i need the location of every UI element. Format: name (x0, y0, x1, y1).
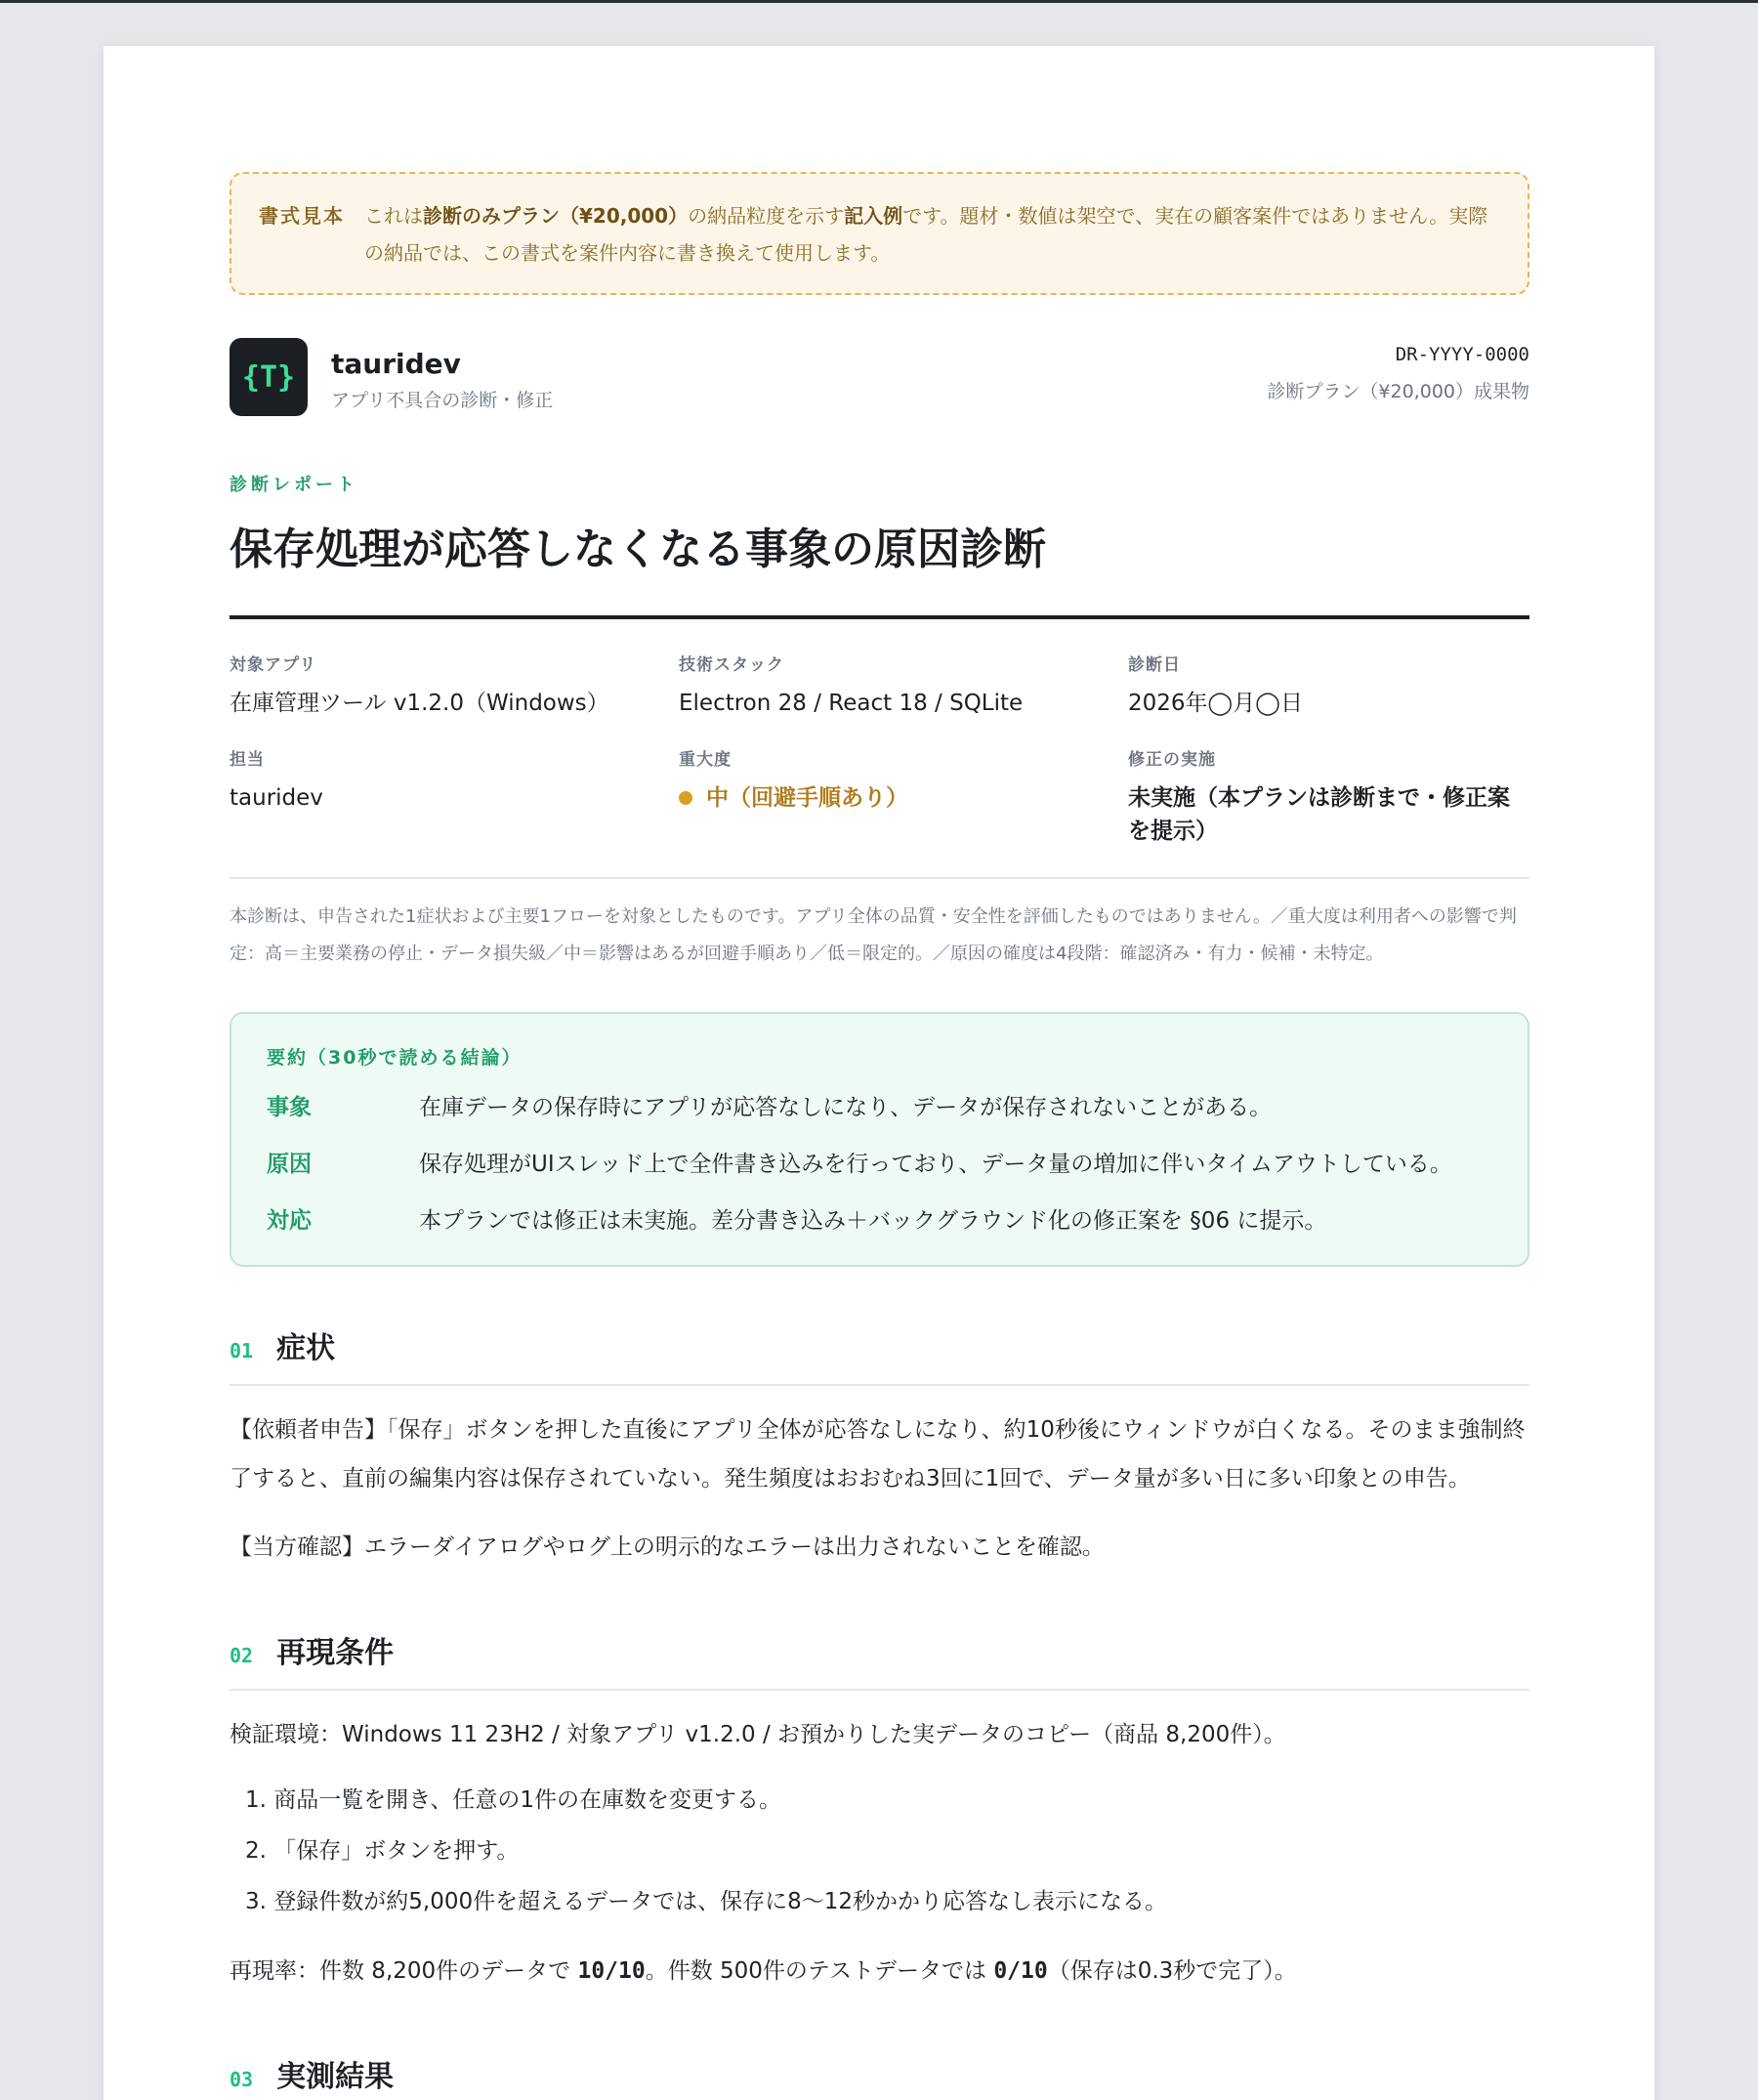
meta-grid (230, 651, 1529, 848)
sample-notice (230, 172, 1529, 295)
meta-app (230, 651, 679, 720)
report-kicker: 診断レポート (230, 475, 358, 495)
section-title: 症状 (276, 1331, 336, 1365)
reproduction-rate (230, 1947, 1529, 1995)
document-page (104, 46, 1654, 2100)
section-number: 01 (230, 1339, 254, 1363)
document-content (230, 172, 1529, 2100)
meta-value: Electron 28 / React 18 / SQLite (679, 691, 1024, 716)
meta-stack (679, 651, 1128, 720)
notice-text-part: これは (364, 204, 423, 228)
scope-note: 本診断は、申告された1症状および主要1フローを対象としたものです。アプリ全体の品質・安全性を評価したものではありません。／重大度は利用者への影響で判定：高＝主要業務の停止・データ損失級／中＝影響はあるが回避手順あり／低＝限定的。／原因の確度は4段階：確認済み・有力・候補・未特定。 (230, 906, 1517, 964)
section-measurements (230, 2052, 1529, 2100)
brand-logo: {T} (230, 338, 308, 416)
summary-value: 本プランでは修正は未実施。差分書き込み＋バックグラウンド化の修正案を §06 に提示。 (419, 1208, 1327, 1234)
severity-dot-icon (679, 791, 692, 805)
section-heading (230, 1323, 1529, 1386)
section-heading (230, 1628, 1529, 1691)
steps-list (230, 1775, 1529, 1927)
summary-key: 原因 (267, 1152, 312, 1177)
notice-example: 記入例 (844, 204, 903, 228)
section-reproduction (230, 1628, 1529, 1995)
document-plan: 診断プラン（¥20,000）成果物 (1267, 381, 1529, 402)
section-number: 03 (230, 2068, 254, 2091)
meta-value: 未実施（本プランは診断まで・修正案を提示） (1128, 785, 1510, 844)
meta-label: 技術スタック (679, 655, 784, 675)
window-top-edge (0, 0, 1758, 3)
summary-title: 要約（30秒で読める結論） (267, 1047, 523, 1069)
summary-row (267, 1146, 1492, 1183)
document-header (230, 338, 1529, 418)
meta-label: 担当 (230, 750, 265, 770)
meta-date (1128, 651, 1529, 720)
notice-plan: 診断のみプラン（¥20,000） (423, 204, 689, 228)
list-item: 1. 商品一覧を開き、任意の1件の在庫数を変更する。 (245, 1787, 781, 1813)
paragraph: 【当方確認】エラーダイアログやログ上の明示的なエラーは出力されないことを確認。 (230, 1534, 1105, 1560)
summary-row (267, 1089, 1492, 1126)
section-number: 02 (230, 1644, 254, 1667)
text-part: 。件数 500件のテストデータでは (645, 1958, 994, 1984)
meta-owner (230, 745, 679, 848)
summary-key: 対応 (267, 1208, 312, 1234)
section-heading (230, 2052, 1529, 2100)
meta-label: 対象アプリ (230, 655, 317, 675)
document-meta (1267, 344, 1529, 403)
brand-subtitle: アプリ不具合の診断・修正 (331, 390, 554, 411)
severity-text: 中（回避手順あり） (706, 785, 908, 811)
meta-severity (679, 745, 1128, 848)
section-symptoms (230, 1323, 1529, 1572)
notice-text (364, 197, 1500, 272)
section-title: 再現条件 (276, 1636, 395, 1670)
meta-value: tauridev (230, 785, 323, 811)
summary-box (230, 1012, 1529, 1267)
rate-value: 10/10 (577, 1958, 646, 1984)
text-part: （保存は0.3秒で完了）。 (1047, 1958, 1297, 1984)
notice-tag: 書式見本 (259, 204, 345, 228)
notice-text-part: の納品粒度を示す (688, 204, 845, 228)
meta-fix (1128, 745, 1529, 848)
meta-label: 重大度 (679, 750, 732, 770)
summary-value: 在庫データの保存時にアプリが応答なしになり、データが保存されないことがある。 (419, 1095, 1273, 1120)
paragraph: 検証環境：Windows 11 23H2 / 対象アプリ v1.2.0 / お預かりした実データのコピー（商品 8,200件）。 (230, 1722, 1286, 1747)
meta-label: 診断日 (1128, 655, 1181, 675)
title-divider (230, 615, 1529, 619)
meta-value: 在庫管理ツール v1.2.0（Windows） (230, 691, 609, 716)
list-item: 2. 「保存」ボタンを押す。 (245, 1838, 520, 1864)
brand-name: tauridev (331, 348, 461, 380)
summary-key: 事象 (267, 1095, 312, 1120)
text-part: 再現率：件数 8,200件のデータで (230, 1958, 578, 1984)
meta-label: 修正の実施 (1128, 750, 1216, 770)
brand-block (331, 348, 553, 412)
summary-value: 保存処理がUIスレッド上で全件書き込みを行っており、データ量の増加に伴いタイムアウトしている。 (419, 1152, 1452, 1177)
summary-row (267, 1202, 1492, 1239)
section-title: 実測結果 (276, 2060, 395, 2094)
meta-value: 2026年◯月◯日 (1128, 691, 1304, 716)
report-title: 保存処理が応答しなくなる事象の原因診断 (230, 525, 1046, 574)
list-item: 3. 登録件数が約5,000件を超えるデータでは、保存に8〜12秒かかり応答なし表示になる。 (245, 1889, 1167, 1914)
paragraph: 【依頼者申告】「保存」ボタンを押した直後にアプリ全体が応答なしになり、約10秒後にウィンドウが白くなる。そのまま強制終了すると、直前の編集内容は保存されていない。発生頻度はおおむね3回に1回で、データ量が多い日に多い印象との申告。 (230, 1417, 1526, 1491)
document-id: DR-YYYY-0000 (1395, 344, 1529, 365)
rate-value: 0/10 (993, 1958, 1048, 1984)
severity-badge (679, 781, 1128, 815)
meta-divider (230, 877, 1529, 879)
notice-text-part: です。題材・数値は架空で、実在の顧客案件ではありません。実際の納品では、この書式を案件内容に書き換えて使用します。 (364, 204, 1488, 265)
